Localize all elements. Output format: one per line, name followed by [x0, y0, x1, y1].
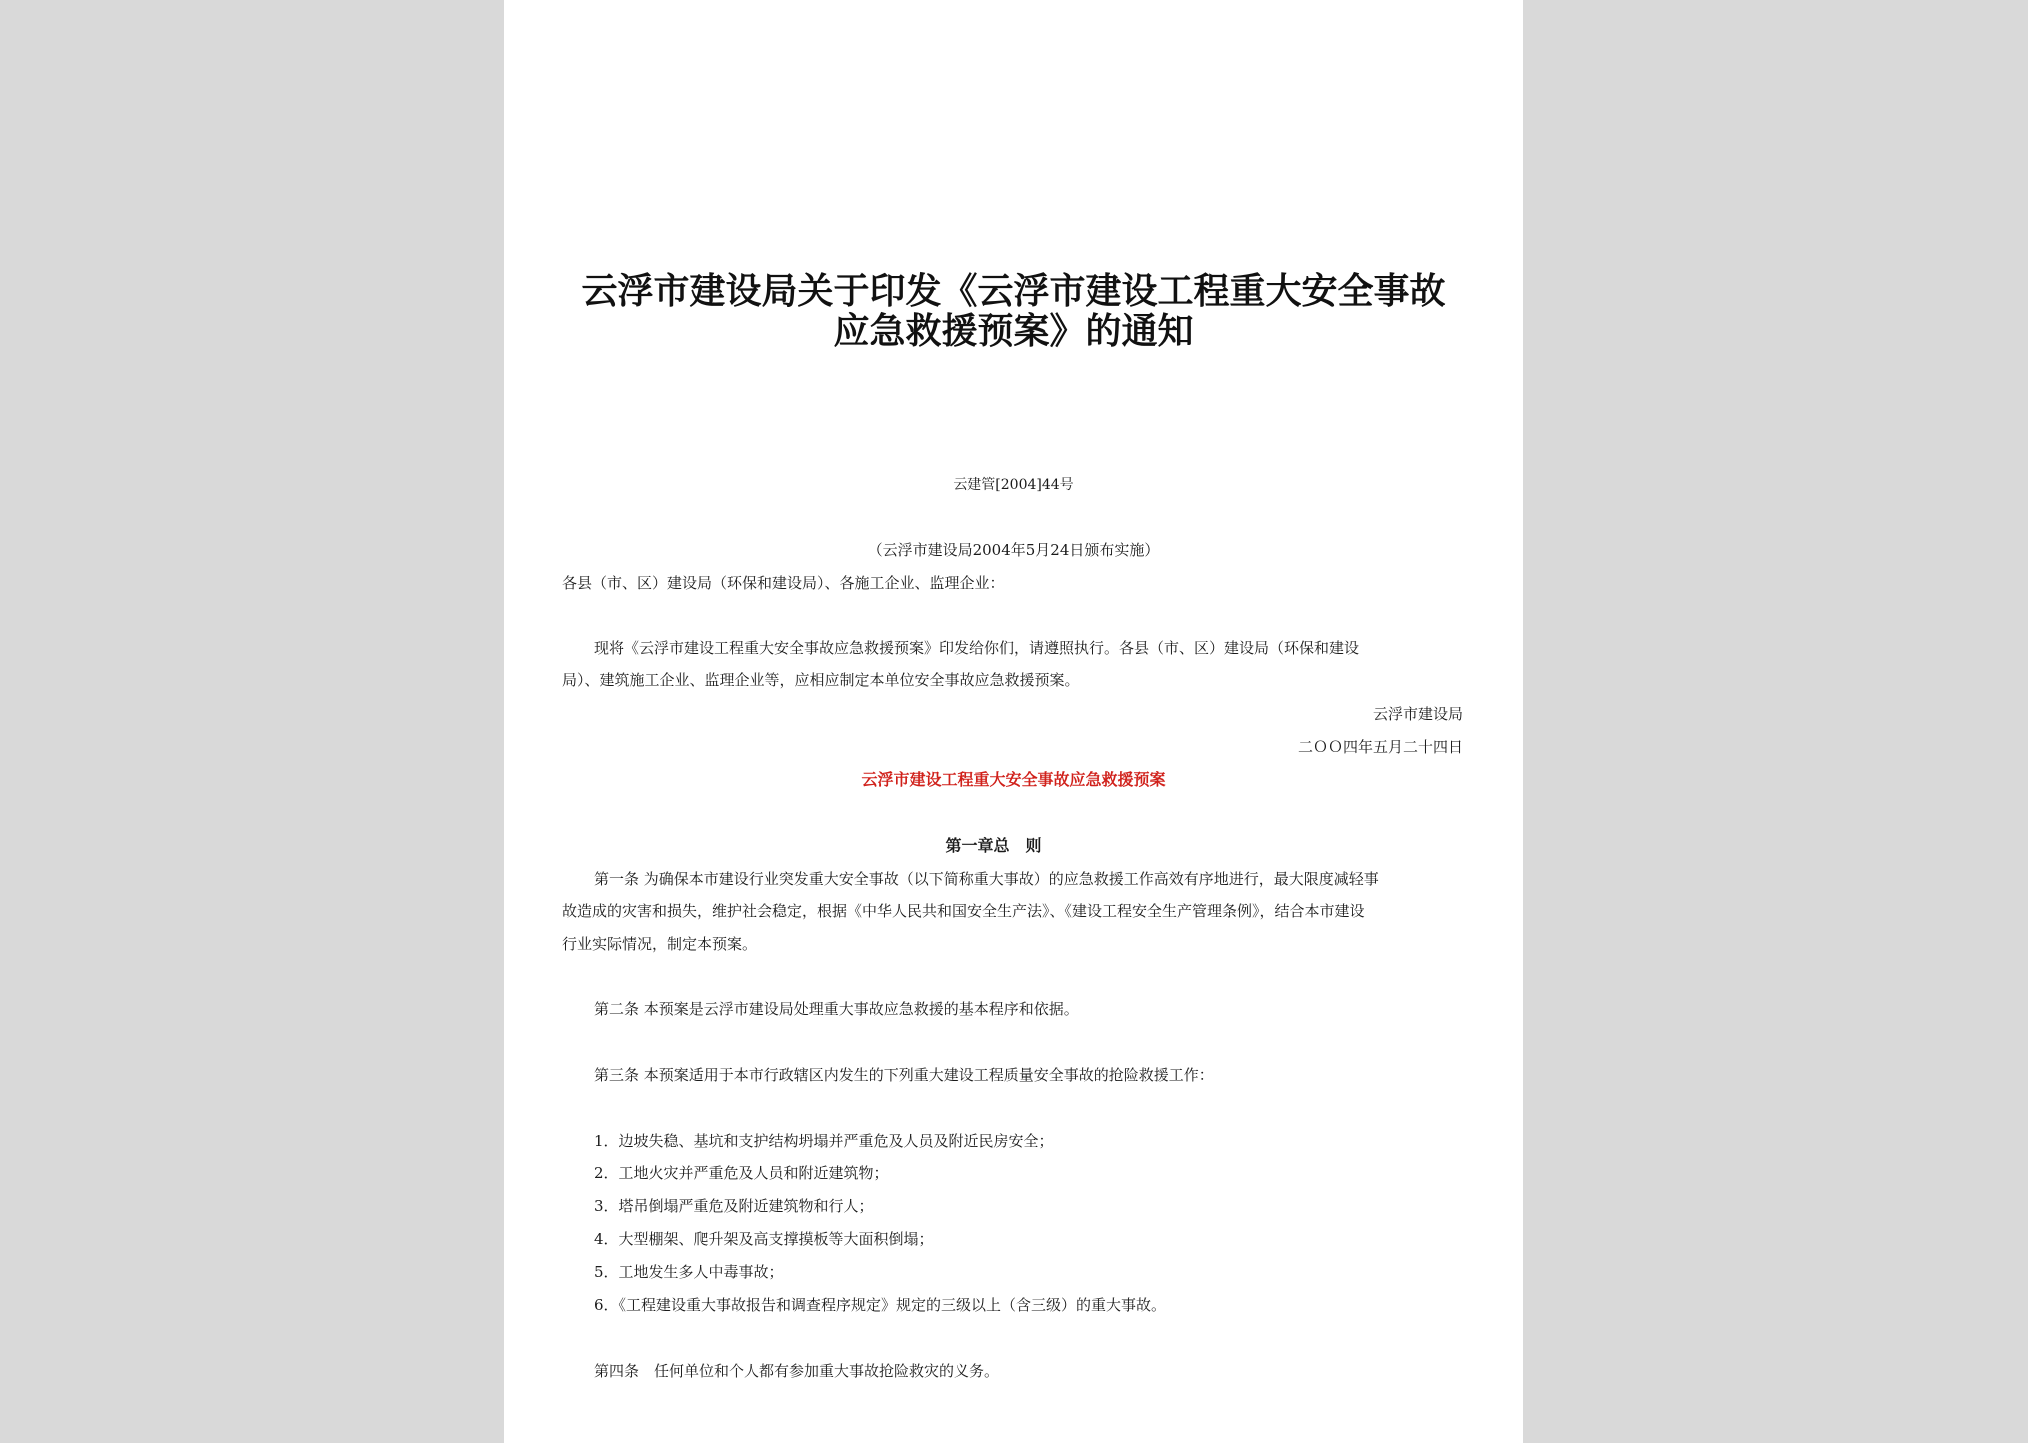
article-1-line-3: 行业实际情况，制定本预案。 [562, 935, 758, 953]
issue-note: （云浮市建设局2004年5月24日颁布实施） [867, 541, 1160, 559]
article-4: 第四条 任何单位和个人都有参加重大事故抢险救灾的义务。 [594, 1362, 1000, 1380]
list-item: 1．边坡失稳、基坑和支护结构坍塌并严重危及人员及附近民房安全； [594, 1132, 1054, 1150]
list-item: 4．大型棚架、爬升架及高支撑摸板等大面积倒塌； [594, 1230, 934, 1248]
article-3: 第三条 本预案适用于本市行政辖区内发生的下列重大建设工程质量安全事故的抢险救援工作： [594, 1066, 1214, 1084]
body-paragraph-line-1: 现将《云浮市建设工程重大安全事故应急救援预案》印发给你们，请遵照执行。各县（市、区）建设局（环保和建设 [594, 639, 1360, 657]
plan-title: 云浮市建设工程重大安全事故应急救援预案 [861, 770, 1166, 789]
body-paragraph-line-2: 局）、建筑施工企业、监理企业等，应相应制定本单位安全事故应急救援预案。 [562, 671, 1080, 689]
list-item: 2．工地火灾并严重危及人员和附近建筑物； [594, 1164, 889, 1182]
document-page [504, 0, 1523, 1443]
chapter-heading: 第一章总 则 [945, 836, 1042, 855]
article-1-line-2: 故造成的灾害和损失，维护社会稳定，根据《中华人民共和国安全生产法》、《建设工程安全生产管理条例》，结合本市建设 [562, 902, 1365, 920]
list-item: 6．《工程建设重大事故报告和调查程序规定》规定的三级以上（含三级）的重大事故。 [594, 1296, 1167, 1314]
document-title-line-2: 应急救援预案》的通知 [833, 310, 1194, 352]
signing-date: 二ＯＯ四年五月二十四日 [1297, 738, 1463, 756]
signer: 云浮市建设局 [1372, 705, 1463, 723]
list-item: 3．塔吊倒塌严重危及附近建筑物和行人； [594, 1197, 874, 1215]
document-number: 云建管[2004]44号 [953, 477, 1074, 493]
document-title-line-1: 云浮市建设局关于印发《云浮市建设工程重大安全事故 [581, 270, 1446, 312]
list-item: 5．工地发生多人中毒事故； [594, 1263, 784, 1281]
addressee: 各县（市、区）建设局（环保和建设局）、各施工企业、监理企业： [562, 574, 1005, 592]
article-1-line-1: 第一条 为确保本市建设行业突发重大安全事故（以下简称重大事故）的应急救援工作高效有序地进行，最大限度减轻事 [594, 870, 1379, 888]
article-2: 第二条 本预案是云浮市建设局处理重大事故应急救援的基本程序和依据。 [594, 1000, 1079, 1018]
